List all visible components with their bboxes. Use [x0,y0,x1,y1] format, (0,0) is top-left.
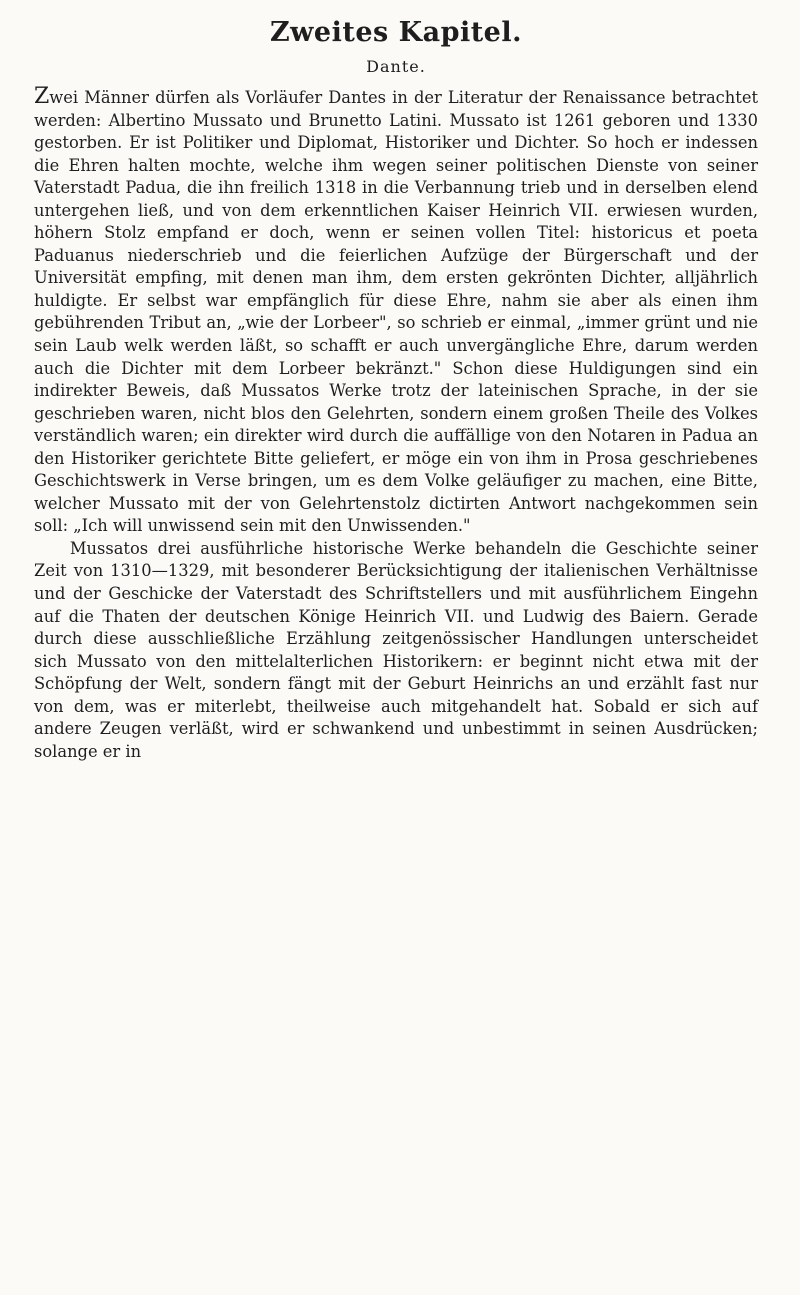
paragraph-2: Mussatos drei ausführliche historische Werke behandeln die Geschichte seiner Zeit von 1310—1329, mit besonderer Berücksichtigung der italienischen Verhältnisse und der Geschicke der Vaterstadt des Schriftstellers und mit ausführlichem Eingehn auf die Thaten der deutschen Könige Heinrich VII. und Ludwig des Baiern. Gerade durch diese ausschließliche Erzählung zeitgenössischer Handlungen unterscheidet sich Mussato von den mittelalterlichen Historikern: er beginnt nicht etwa mit der Schöpfung der Welt, sondern fängt mit der Geburt Heinrichs an und erzählt fast nur von dem, was er miterlebt, theilweise auch mitgehandelt hat. Sobald er sich auf andere Zeugen verläßt, wird er schwankend und unbestimmt in seinen Ausdrücken; solange er in [34,538,758,761]
chapter-heading: Zweites Kapitel. [269,17,523,48]
body-text [34,86,758,763]
paragraph-1: Zwei Männer dürfen als Vorläufer Dantes in der Literatur der Renaissance betrachtet werden: Albertino Mussato und Brunetto Latini. Mussato ist 1261 geboren und 1330 gestorben. Er ist Politiker und Diplomat, Historiker und Dichter. So hoch er indessen die Ehren halten mochte, welche ihm wegen seiner politischen Dienste von seiner Vaterstadt Padua, die ihn freilich 1318 in die Verbannung trieb und in derselben elend untergehen ließ, und von dem erkenntlichen Kaiser Heinrich VII. erwiesen wurden, höhern Stolz empfand er doch, wenn er seinen vollen Titel: historicus et poeta Paduanus niederschrieb und die feierlichen Aufzüge der Bürgerschaft und der Universität empfing, mit denen man ihm, dem ersten gekrönten Dichter, alljährlich huldigte. Er selbst war empfänglich für diese Ehre, nahm sie aber als einen ihm gebührenden Tribut an, „wie der Lorbeer", so schrieb er einmal, „immer grünt und nie sein Laub welk werden läßt, so schafft er auch unvergängliche Ehre, darum werden auch die Dichter mit dem Lorbeer bekränzt." Schon diese Huldigungen sind ein indirekter Beweis, daß Mussatos Werke trotz der lateinischen Sprache, in der sie geschrieben waren, nicht blos den Gelehrten, sondern einem großen Theile des Volkes verständlich waren; ein direkter wird durch die auffällige von den Notaren in Padua an den Historiker gerichtete Bitte geliefert, er möge ein von ihm in Prosa geschriebenes Geschichtswerk in Verse bringen, um es dem Volke geläufiger zu machen, eine Bitte, welcher Mussato mit der von Gelehrtenstolz dictirten Antwort nachgekommen sein soll: „Ich will unwissend sein mit den Unwissenden." [34,84,758,536]
section-title: Dante. [366,57,426,76]
